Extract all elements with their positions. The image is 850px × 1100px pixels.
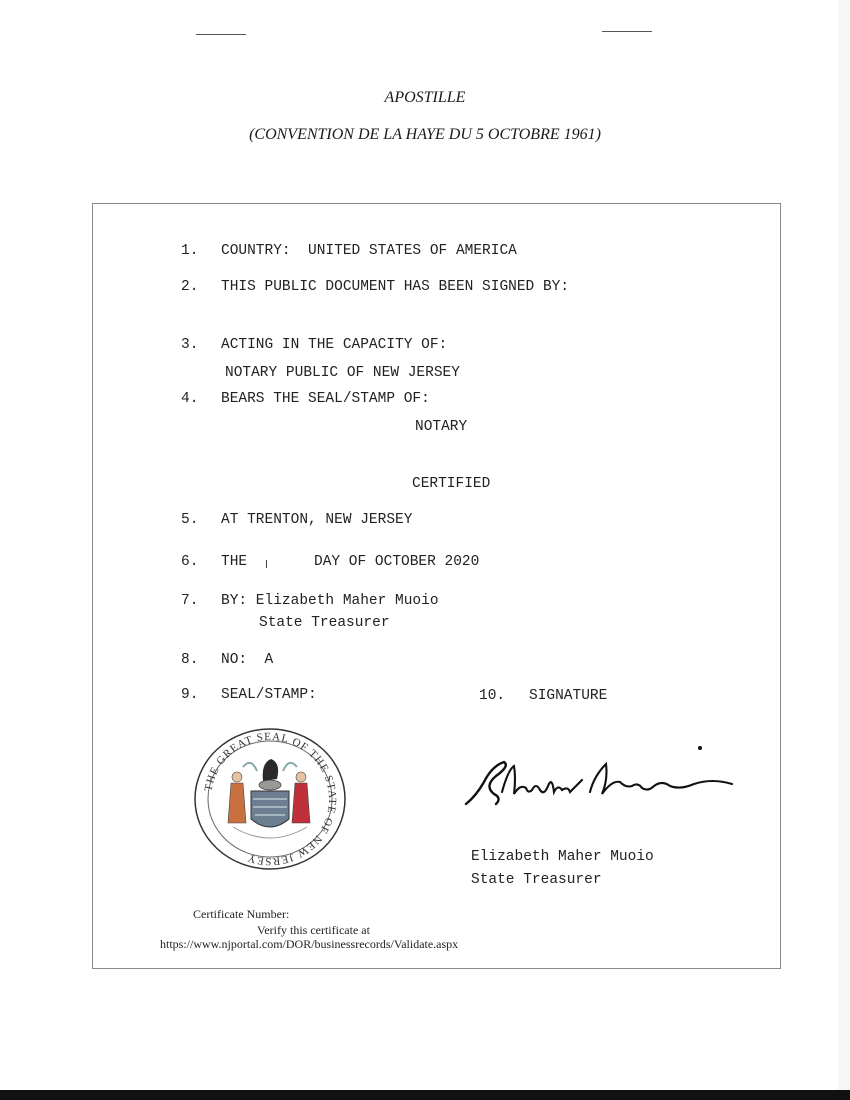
- certificate-number-label: Certificate Number:: [193, 907, 290, 921]
- item-number-9: 9.: [181, 687, 199, 703]
- item-number-6: 6.: [181, 554, 199, 570]
- verify-url-link[interactable]: https://www.njportal.com/DOR/businessrecords/Validate.aspx: [160, 937, 459, 951]
- scan-edge: [838, 0, 850, 1100]
- item-seal-of-value: NOTARY: [415, 419, 468, 435]
- item-number-4: 4.: [181, 391, 199, 407]
- item-number-8: 8.: [181, 652, 199, 668]
- scan-mark-left: [196, 34, 246, 35]
- signatory-name: Elizabeth Maher Muoio: [471, 849, 654, 865]
- seal-shield: [251, 791, 289, 827]
- seal-helmet: [259, 780, 281, 790]
- item-country: COUNTRY: UNITED STATES OF AMERICA: [221, 243, 517, 259]
- item-date-prefix: THE: [221, 554, 248, 570]
- seal-figure-liberty: [228, 783, 246, 823]
- item-by: BY: Elizabeth Maher Muoio: [221, 593, 439, 609]
- item-place: AT TRENTON, NEW JERSEY: [221, 512, 413, 528]
- scan-mark-right: [602, 31, 652, 32]
- item-number-10: 10.: [479, 688, 506, 704]
- item-capacity-value: NOTARY PUBLIC OF NEW JERSEY: [225, 365, 460, 381]
- state-seal: [193, 727, 347, 871]
- item-cert-number: NO: A: [221, 652, 274, 668]
- item-capacity: ACTING IN THE CAPACITY OF:: [221, 337, 448, 353]
- item-number-3: 3.: [181, 337, 199, 353]
- item-number-1: 1.: [181, 243, 199, 259]
- date-day-blank-mark: [266, 560, 267, 568]
- item-by-title: State Treasurer: [259, 615, 390, 631]
- item-number-5: 5.: [181, 512, 199, 528]
- document-title: APOSTILLE: [384, 89, 466, 106]
- item-seal-of: BEARS THE SEAL/STAMP OF:: [221, 391, 430, 407]
- signatory-title: State Treasurer: [471, 872, 602, 888]
- item-seal-stamp: SEAL/STAMP:: [221, 687, 317, 703]
- item-date: DAY OF OCTOBER 2020: [314, 554, 480, 570]
- seal-ring-text: THE GREAT SEAL OF THE STATE OF NEW JERSEY: [202, 730, 339, 868]
- item-number-2: 2.: [181, 279, 199, 295]
- verify-text: Verify this certificate at: [257, 923, 370, 937]
- item-signature-label: SIGNATURE: [529, 688, 608, 704]
- scan-bottom-edge: [0, 1090, 850, 1100]
- item-signed-by: THIS PUBLIC DOCUMENT HAS BEEN SIGNED BY:: [221, 279, 570, 295]
- certified-heading: CERTIFIED: [412, 476, 491, 492]
- handwritten-signature: [462, 740, 742, 815]
- document-subtitle: (CONVENTION DE LA HAYE DU 5 OCTOBRE 1961): [249, 126, 601, 143]
- seal-figure-ceres: [292, 783, 310, 823]
- item-number-7: 7.: [181, 593, 199, 609]
